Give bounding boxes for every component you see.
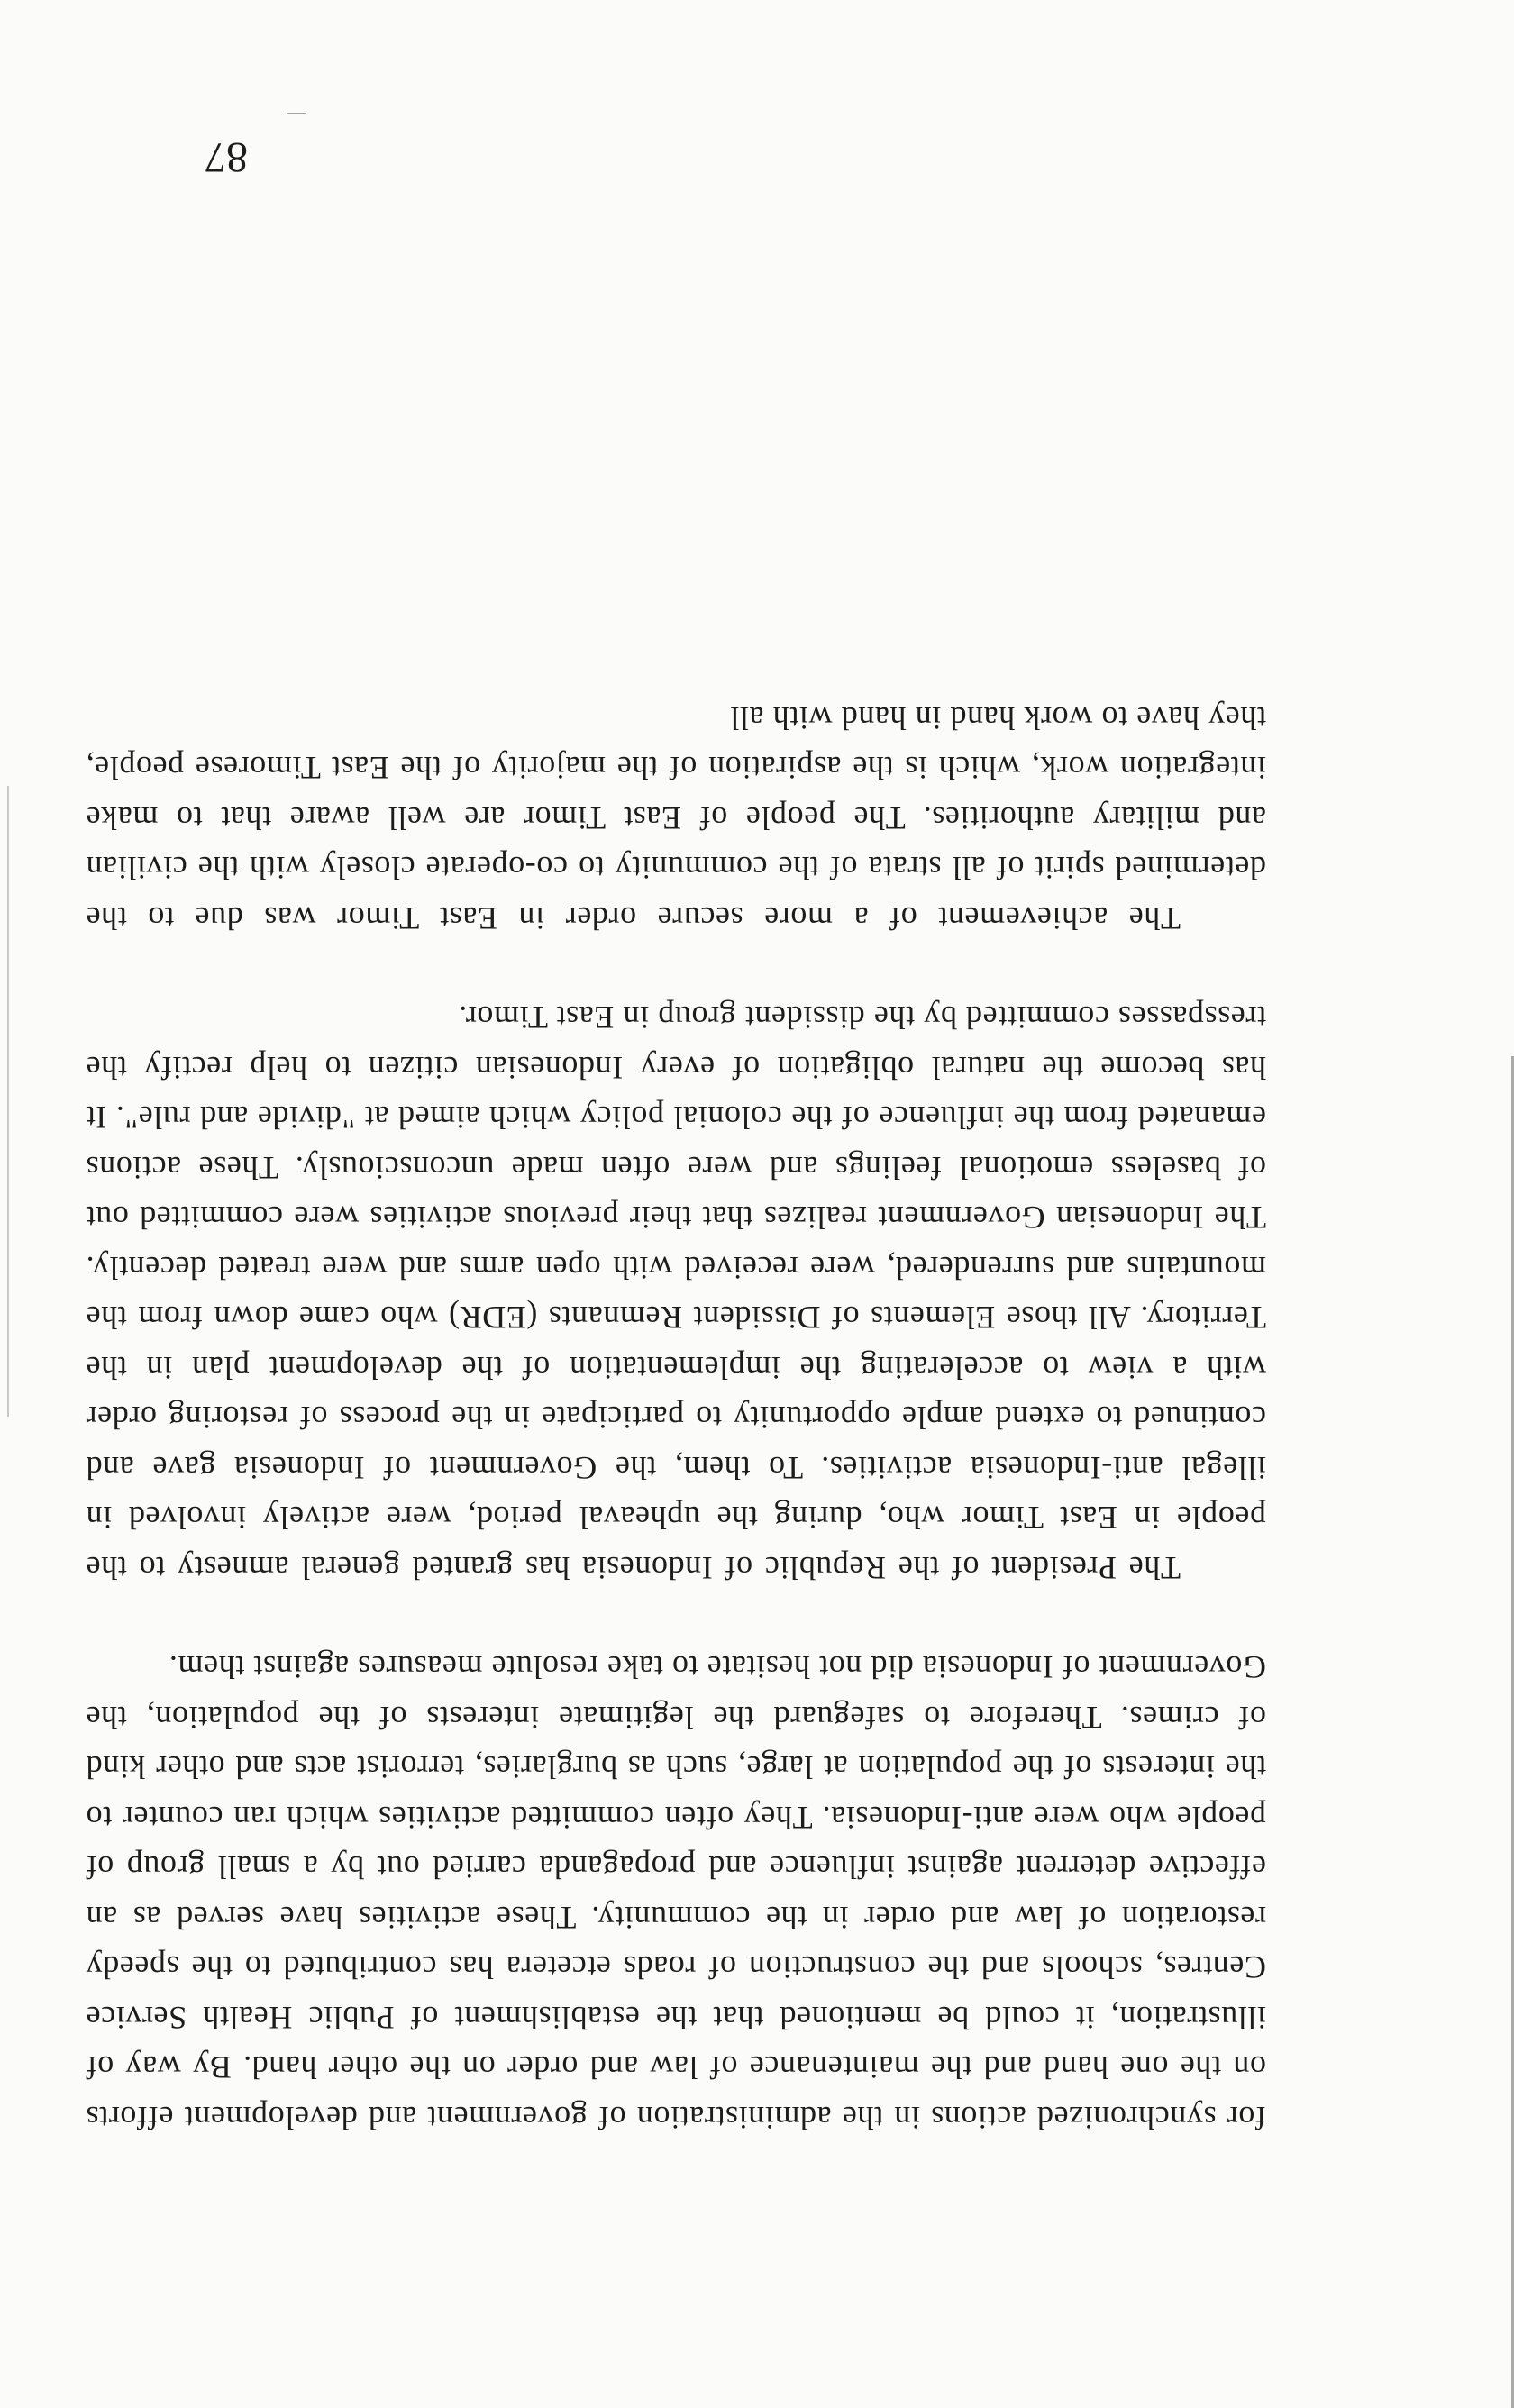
body-text (86, 693, 1266, 2143)
page-number: 87 (205, 133, 248, 181)
scan-edge-line (7, 786, 9, 1417)
scan-mark (287, 113, 306, 114)
paragraph-3: The achievement of a more secure order in East Timor was due to the determined spirit of all strata of the community to co-operate closely with the civilian and military authorities. The people of East Timor are well aware that to make integration work, which is the aspiration of the majority of the East Timorese people, they have to work hand in hand with all (86, 700, 1266, 936)
paragraph-2: The President of the Republic of Indonesia has granted general amnesty to the people in East Timor who, during the upheaval period, were actively involved in illegal anti-Indonesia activities. To them, the Government of Indonesia gave and continued to extend ample opportunity to participate in the process of restoring order with a view to accelerating the implementation of the development plan in the Territory. All those Elements of Dissident Remnants (EDR) who came down from the mountains and surrendered, were received with open arms and were treated decently. The Indonesian Government realizes that their previous activities were committed out of baseless emotional feelings and were often made unconsciously. These actions emanated from the influence of the colonial policy which aimed at "divide and rule". It has become the natural obligation of every Indonesian citizen to help rectify the tresspasses committed by the dissident group in East Timor. (86, 999, 1266, 1586)
paragraph-1: for synchronized actions in the administration of government and development efforts on the one hand and the maintenance of law and order on the other hand. By way of illustration, it could be mentioned that the establishment of Public Health Service Centres, schools and the construction of roads etcetera has contributed to the speedy restoration of law and order in the community. These activities have served as an effective deterrent against influence and propaganda carried out by a small group of people who were anti-Indonesia. They often committed activities which ran counter to the interests of the population at large, such as burglaries, terrorist acts and other kind of crimes. Therefore to safeguard the legitimate interests of the population, the Government of Indonesia did not hesitate to take resolute measures against them. (86, 1649, 1266, 2136)
